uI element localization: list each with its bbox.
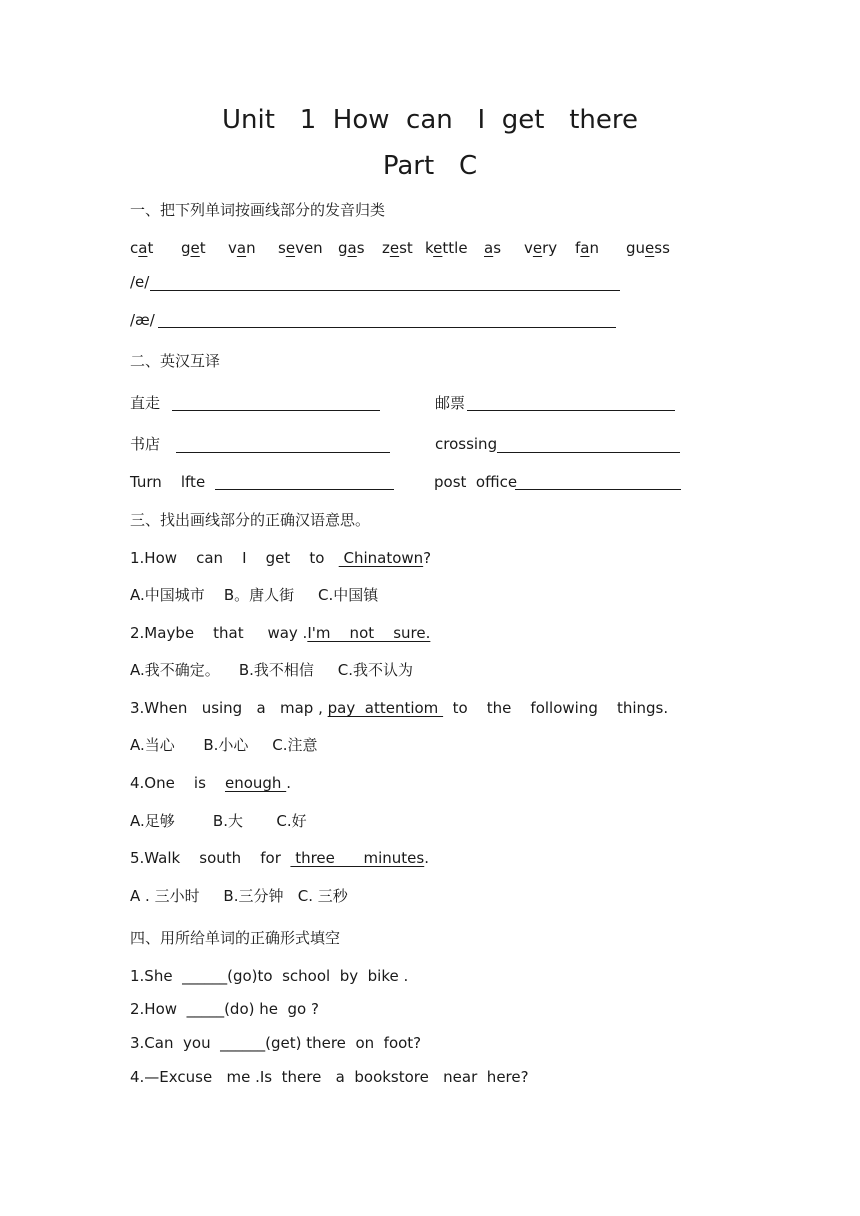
answer-line-crossing[interactable] [497,452,680,453]
word-item: very [524,239,558,257]
section3-heading: 三、找出画线部分的正确汉语意思。 [130,511,371,529]
answer-line-e[interactable] [150,290,620,291]
word-item: guess [626,239,670,257]
fill-question-3: 3.Can you ______(get) there on foot? [130,1034,422,1052]
section2-heading: 二、英汉互译 [130,352,221,370]
fill-question-2: 2.How _____(do) he go ? [130,1000,319,1018]
question-5-options: A . 三小时 B.三分钟 C. 三秒 [130,887,348,905]
word-item: kettle [425,239,468,257]
underlined-letter: e [285,239,296,257]
question-4: 4.One is enough . [130,774,291,792]
word-item: cat [130,239,154,257]
section4-heading: 四、用所给单词的正确形式填空 [130,929,341,947]
question-2: 2.Maybe that way .I'm not sure. [130,624,431,642]
underlined-letter: a [580,239,590,257]
underlined-letter: e [190,239,200,257]
term-go-straight: 直走 [130,394,161,412]
phoneme-e-label: /e/ [130,273,150,291]
answer-line-turn-left[interactable] [215,489,394,490]
term-post-office: post office [434,473,518,491]
underlined-letter: a [236,239,247,257]
word-item: as [484,239,502,257]
section1-heading: 一、把下列单词按画线部分的发音归类 [130,201,386,219]
underlined-phrase: three minutes [290,849,425,867]
answer-line-post-office[interactable] [515,489,681,490]
underlined-letter: a [138,239,148,257]
term-turn-left: Turn lfte [130,473,206,491]
underlined-letter: a [484,239,494,257]
phoneme-ae-label: /æ/ [130,311,155,329]
underlined-phrase: enough [224,774,287,792]
underlined-letter: e [389,239,400,257]
underlined-letter: e [532,239,543,257]
term-crossing: crossing [435,435,498,453]
underlined-phrase: Chinatown [338,549,424,567]
word-item: gas [338,239,365,257]
underlined-phrase: pay attentiom [327,699,444,717]
underlined-letter: e [433,239,443,257]
answer-line-ae[interactable] [158,327,616,328]
word-item: get [181,239,206,257]
word-item: van [228,239,256,257]
answer-line-go-straight[interactable] [172,410,380,411]
question-3-options: A.当心 B.小心 C.注意 [130,736,318,754]
word-item: fan [575,239,599,257]
question-1-options: A.中国城市 B。唐人街 C.中国镇 [130,586,379,604]
fill-question-4: 4.—Excuse me .Is there a bookstore near here? [130,1068,529,1086]
word-item: zest [382,239,413,257]
question-3: 3.When using a map , pay attentiom to the following things. [130,699,669,717]
question-1: 1.How can I get to Chinatown? [130,549,432,567]
underlined-letter: a [347,239,357,257]
question-4-options: A.足够 B.大 C.好 [130,812,307,830]
answer-line-bookstore[interactable] [176,452,390,453]
question-5: 5.Walk south for three minutes. [130,849,429,867]
underlined-letter: e [645,239,655,257]
page-title: Unit 1 How can I get there [221,105,638,135]
answer-line-stamp[interactable] [467,410,675,411]
term-bookstore: 书店 [130,435,161,453]
page-subtitle: Part C [382,151,478,181]
underlined-phrase: I'm not sure. [307,624,431,642]
term-stamp: 邮票 [435,394,466,412]
question-2-options: A.我不确定。 B.我不相信 C.我不认为 [130,661,413,679]
fill-question-1: 1.She ______(go)to school by bike . [130,967,409,985]
word-item: seven [278,239,323,257]
